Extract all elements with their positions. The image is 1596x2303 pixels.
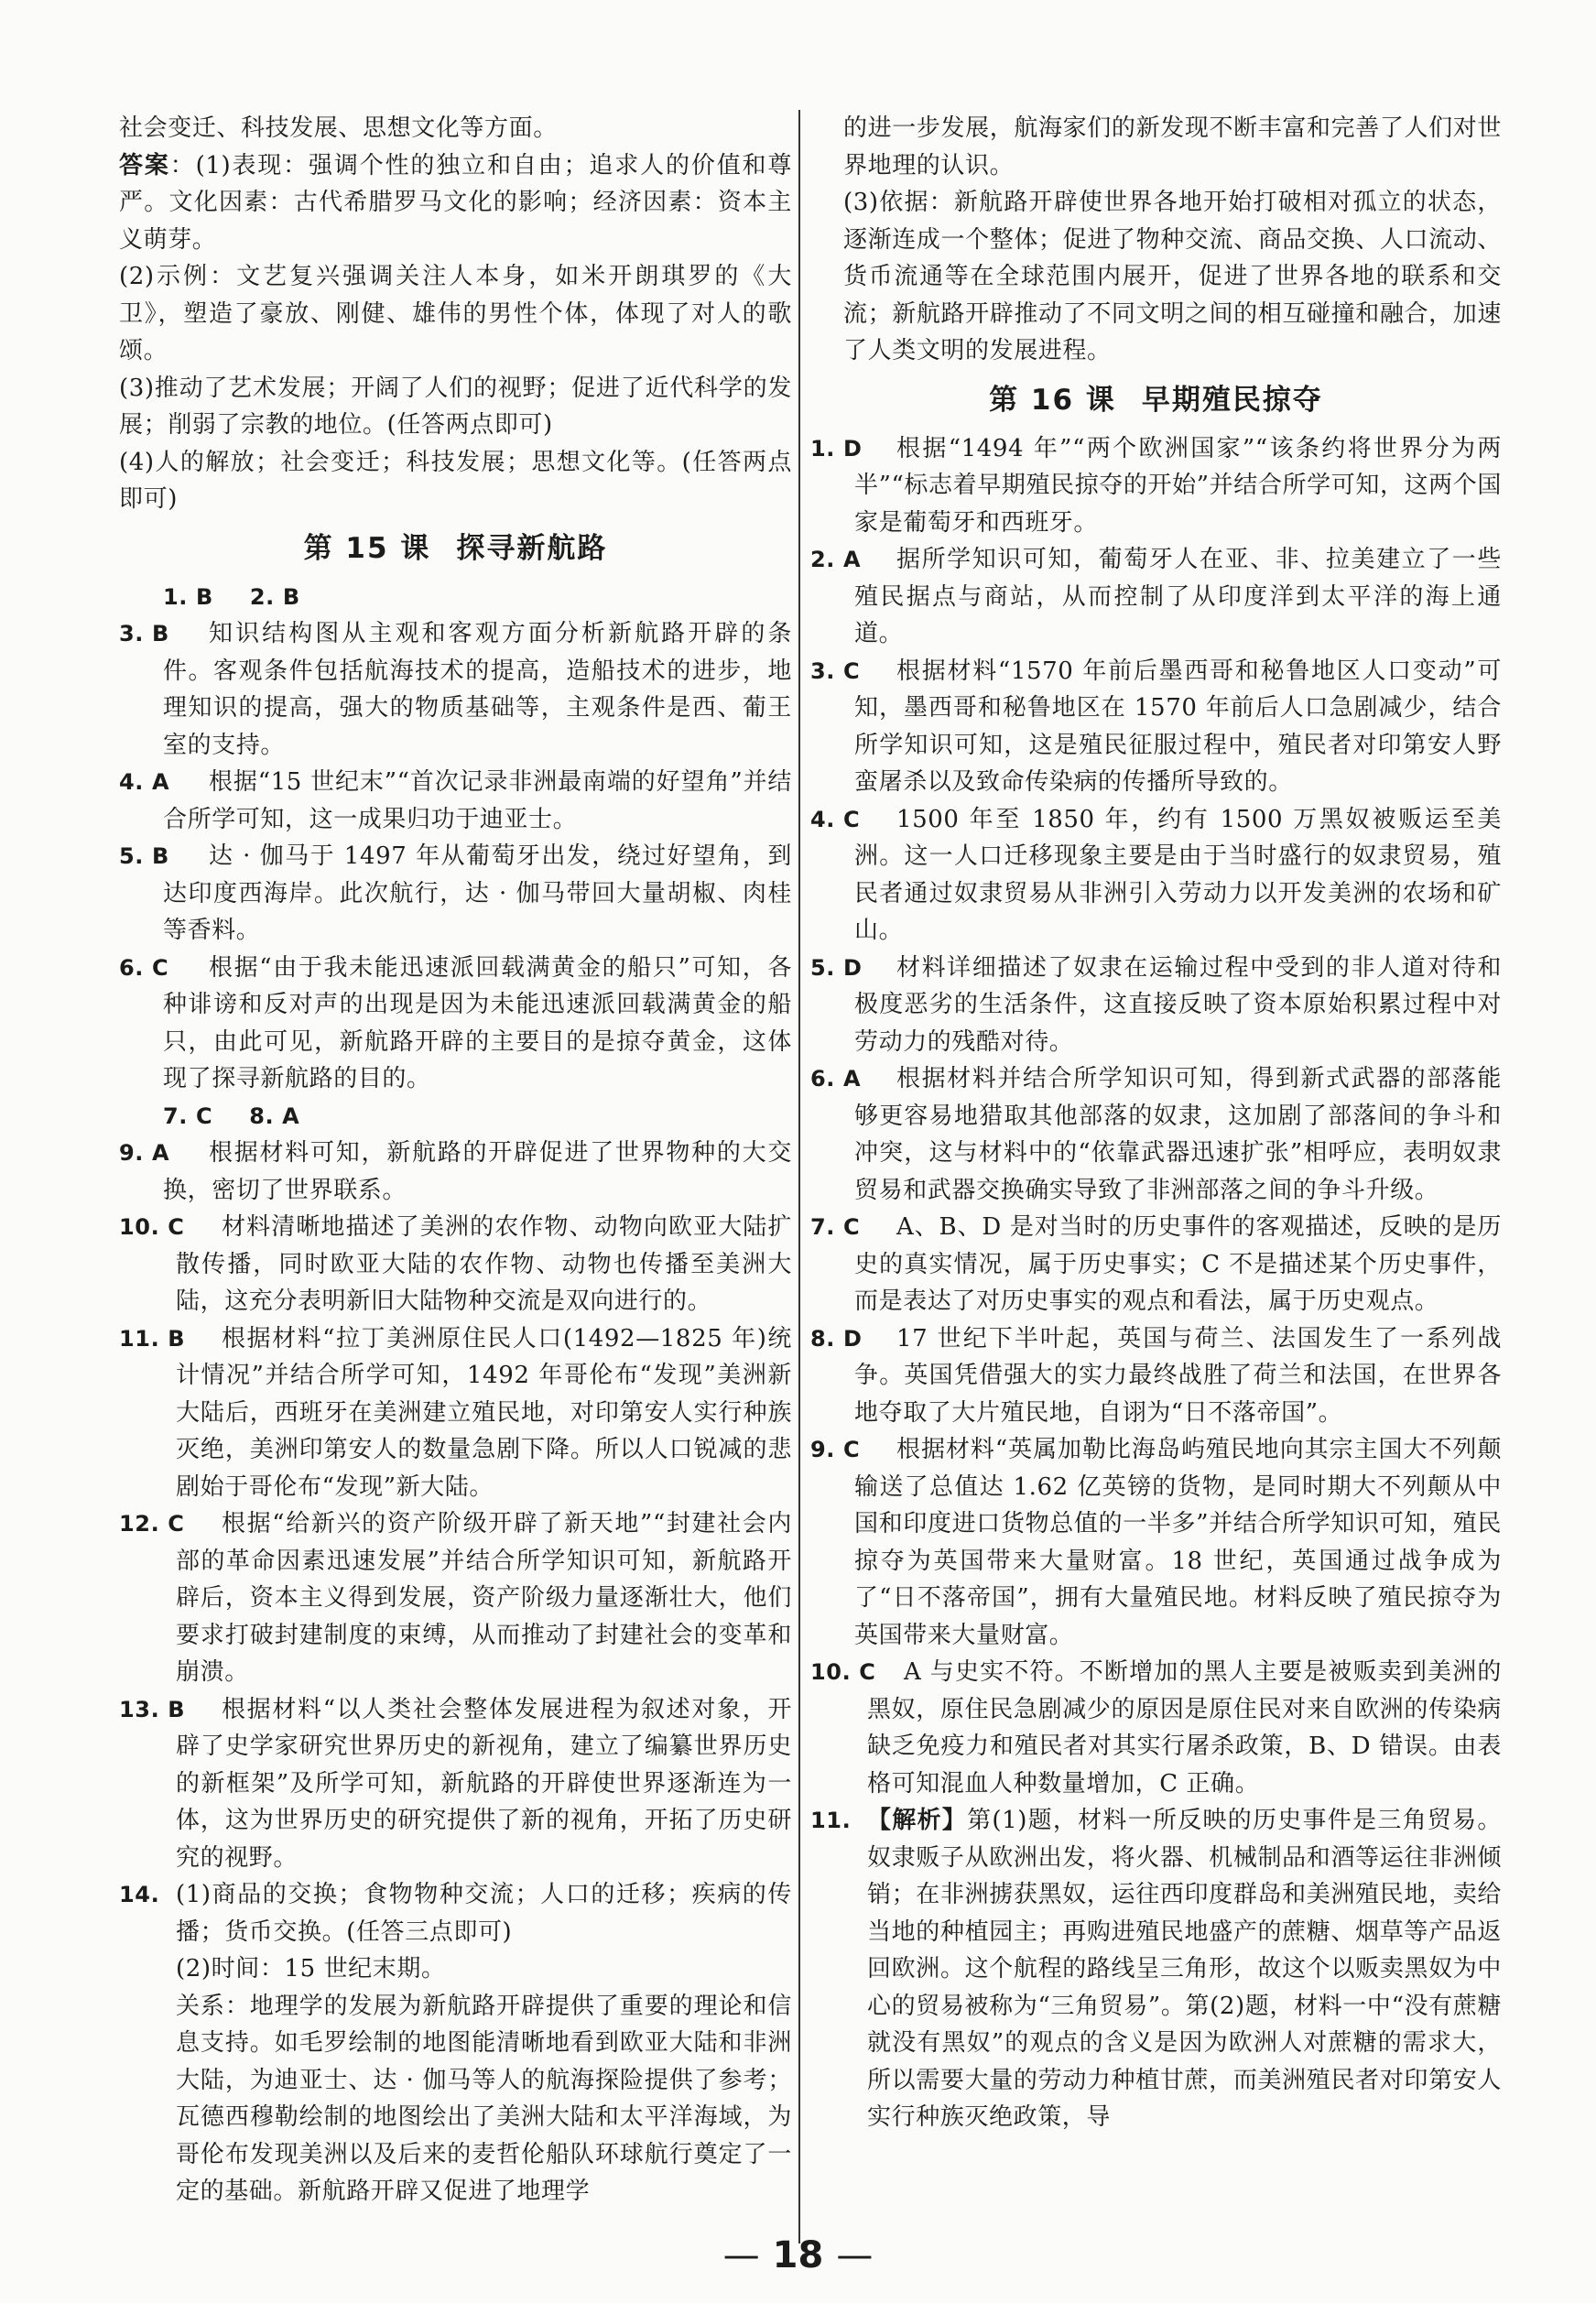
answer-item-9: 9. C 根据材料“英属加勒比海岛屿殖民地向其宗主国大不列颠输送了总值达 1.62 亿英镑的货物，是同时期大不列颠从中国和印度进口货物总值的一半多”并结合所学知识可知，殖民掠夺为英国带来大量财富。18 世纪，英国通过战争成为了“日不落帝国”，拥有大量殖民地。材料反映了殖民掠夺为英国带来大量财富。 (810, 1436, 1502, 1649)
answer-item-2: 2. A 据所学知识可知，葡萄牙人在亚、非、拉美建立了一些殖民据点与商站，从而控制了从印度洋到太平洋的海上通道。 (810, 546, 1502, 647)
intro-line: 社会变迁、科技发展、思想文化等方面。 (119, 114, 558, 142)
analysis-tag: 【解析】 (867, 1807, 968, 1834)
answer-item-4: 4. C 1500 年至 1850 年，约有 1500 万黑奴被贩运至美洲。这一人口迁移现象主要是由于当时盛行的奴隶贸易，殖民者通过奴隶贸易从非洲引入劳动力以开发美洲的农场和矿山。 (810, 805, 1502, 944)
answer-item-10: 10. C 材料清晰地描述了美洲的农作物、动物向欧亚大陆扩散传播，同时欧亚大陆的农作物、动物也传播至美洲大陆，这充分表明新旧大陆物种交流是双向进行的。 (119, 1213, 792, 1315)
column-divider (798, 110, 800, 2243)
answer-label: 答案 (119, 151, 170, 179)
answer-paragraph: 答案：(1)表现：强调个性的独立和自由；追求人的价值和尊严。文化因素：古代希腊罗马文化的影响；经济因素：资本主义萌芽。 (119, 151, 792, 254)
answer-item-1: 1. D 根据“1494 年”“两个欧洲国家”“该条约将世界分为两半”“标志着早期殖民掠夺的开始”并结合所学可知，这两个国家是葡萄牙和西班牙。 (810, 434, 1502, 537)
answer-item-12: 12. C 根据“给新兴的资产阶级开辟了新天地”“封建社会内部的革命因素迅速发展”并结合所学知识可知，新航路开辟后，资本主义得到发展，资产阶级力量逐渐壮大，他们要求打破封建制度的束缚，从而推动了封建社会的变革和崩溃。 (119, 1510, 792, 1686)
answer-item-5: 5. B 达 · 伽马于 1497 年从葡萄牙出发，绕过好望角，到达印度西海岸。此次航行，达 · 伽马带回大量胡椒、肉桂等香料。 (119, 842, 792, 944)
answer-item-6: 6. C 根据“由于我未能迅速派回载满黄金的船只”可知，各种诽谤和反对声的出现是因为未能迅速派回载满黄金的船只，由此可见，新航路开辟的主要目的是掠夺黄金，这体现了探寻新航路的目的。 (119, 953, 792, 1092)
continued-paragraph: 的进一步发展，航海家们的新发现不断丰富和完善了人们对世界地理的认识。 (843, 114, 1502, 179)
answer-item-8: 8. D 17 世纪下半叶起，英国与荷兰、法国发生了一系列战争。英国凭借强大的实力最终战胜了荷兰和法国，在世界各地夺取了大片殖民地，自诩为“日不落帝国”。 (810, 1324, 1502, 1427)
answer-item-14-part-2: (2)时间：15 世纪末期。 (176, 1955, 446, 1983)
answer-item-7: 7. C A、B、D 是对当时的历史事件的客观描述，反映的是历史的真实情况，属于历史事实；C 不是描述某个历史事件，而是表达了对历史事实的观点和看法，属于历史观点。 (810, 1213, 1502, 1315)
answer-item-4: 4. A 根据“15 世纪末”“首次记录非洲最南端的好望角”并结合所学可知，这一成果归功于迪亚士。 (119, 768, 792, 833)
lesson-16-heading: 第 16 课 早期殖民掠夺 (989, 383, 1323, 417)
answer-item-13: 13. B 根据材料“以人类社会整体发展进程为叙述对象，开辟了史学家研究世界历史的新视角，建立了编纂世界历史的新框架”及所学可知，新航路的开辟使世界逐渐连为一体，这为世界历史的研究提供了新的视角，开拓了历史研究的视野。 (119, 1695, 792, 1872)
answer-item-10: 10. C A 与史实不符。不断增加的黑人主要是被贩卖到美洲的黑奴，原住民急剧减少的原因是原住民对来自欧洲的传染病缺乏免疫力和殖民者对其实行屠杀政策，B、D 错误。由表格可知混血人种数量增加，C 正确。 (810, 1658, 1502, 1798)
answer-item-14-relation: 关系：地理学的发展为新航路开辟提供了重要的理论和信息支持。如毛罗绘制的地图能清晰地看到欧亚大陆和非洲大陆，为迪亚士、达 · 伽马等人的航海探险提供了参考；瓦德西穆勒绘制的地图绘出了美洲大陆和太平洋海域，为哥伦布发现美洲以及后来的麦哲伦船队环球航行奠定了一定的基础。新航路开辟又促进了地理学 (176, 1992, 792, 2205)
answer-part-2: (2)示例：文艺复兴强调关注人本身，如米开朗琪罗的《大卫》，塑造了豪放、刚健、雄伟的男性个体，体现了对人的歌颂。 (119, 263, 792, 364)
answer-part-3-basis: (3)依据：新航路开辟使世界各地开始打破相对孤立的状态，逐渐连成一个整体；促进了物种交流、商品交换、人口流动、货币流通等在全球范围内展开，促进了世界各地的联系和交流；新航路开辟推动了不同文明之间的相互碰撞和融合，加速了人类文明的发展进程。 (843, 189, 1502, 364)
answer-item-3: 3. C 根据材料“1570 年前后墨西哥和秘鲁地区人口变动”可知，墨西哥和秘鲁地区在 1570 年前后人口急剧减少，结合所学知识可知，这是殖民征服过程中，殖民者对印第安人野蛮屠杀以及致命传染病的传播所导致的。 (810, 657, 1502, 796)
answer-item-1-2: 1. B 2. B (163, 583, 300, 610)
answer-part-3: (3)推动了艺术发展；开阔了人们的视野；促进了近代科学的发展；削弱了宗教的地位。(任答两点即可) (119, 374, 792, 439)
answer-item-7-8: 7. C 8. A (163, 1103, 300, 1129)
answer-item-3: 3. B 知识结构图从主观和客观方面分析新航路开辟的条件。客观条件包括航海技术的提高，造船技术的进步，地理知识的提高，强大的物质基础等，主观条件是西、葡王室的支持。 (119, 620, 792, 759)
answer-item-11: 11. 【解析】第(1)题，材料一所反映的历史事件是三角贸易。奴隶贩子从欧洲出发，将火器、机械制品和酒等运往非洲倾销；在非洲掳获黑奴，运往西印度群岛和美洲殖民地，卖给当地的种植园主；再购进殖民地盛产的蔗糖、烟草等产品返回欧洲。这个航程的路线呈三角形，故这个以贩卖黑奴为中心的贸易被称为“三角贸易”。第(2)题，材料一中“没有蔗糖就没有黑奴”的观点的含义是因为欧洲人对蔗糖的需求大，所以需要大量的劳动力种植甘蔗，而美洲殖民者对印第安人实行种族灭绝政策，导 (810, 1807, 1502, 2131)
page-number: — 18 — (722, 2234, 874, 2276)
lesson-15-heading: 第 15 课 探寻新航路 (303, 531, 608, 565)
left-column (119, 110, 792, 2211)
answer-item-11: 11. B 根据材料“拉丁美洲原住民人口(1492—1825 年)统计情况”并结合所学可知，1492 年哥伦布“发现”美洲新大陆后，西班牙在美洲建立殖民地，对印第安人实行种族灭绝，美洲印第安人的数量急剧下降。所以人口锐减的悲剧始于哥伦布“发现”新大陆。 (119, 1324, 792, 1501)
answer-item-6: 6. A 根据材料并结合所学知识可知，得到新式武器的部落能够更容易地猎取其他部落的奴隶，这加剧了部落间的争斗和冲突，这与材料中的“依靠武器迅速扩张”相呼应，表明奴隶贸易和武器交换确实导致了非洲部落之间的争斗升级。 (810, 1065, 1502, 1204)
answer-part-4: (4)人的解放；社会变迁；科技发展；思想文化等。(任答两点即可) (119, 448, 792, 513)
right-column (810, 110, 1502, 2136)
answer-item-9: 9. A 根据材料可知，新航路的开辟促进了世界物种的大交换，密切了世界联系。 (119, 1139, 792, 1204)
answer-item-14: 14. (1)商品的交换；食物物种交流；人口的迁移；疾病的传播；货币交换。(任答三点即可) (119, 1881, 792, 1946)
answer-item-5: 5. D 材料详细描述了奴隶在运输过程中受到的非人道对待和极度恶劣的生活条件，这直接反映了资本原始积累过程中对劳动力的残酷对待。 (810, 953, 1502, 1056)
